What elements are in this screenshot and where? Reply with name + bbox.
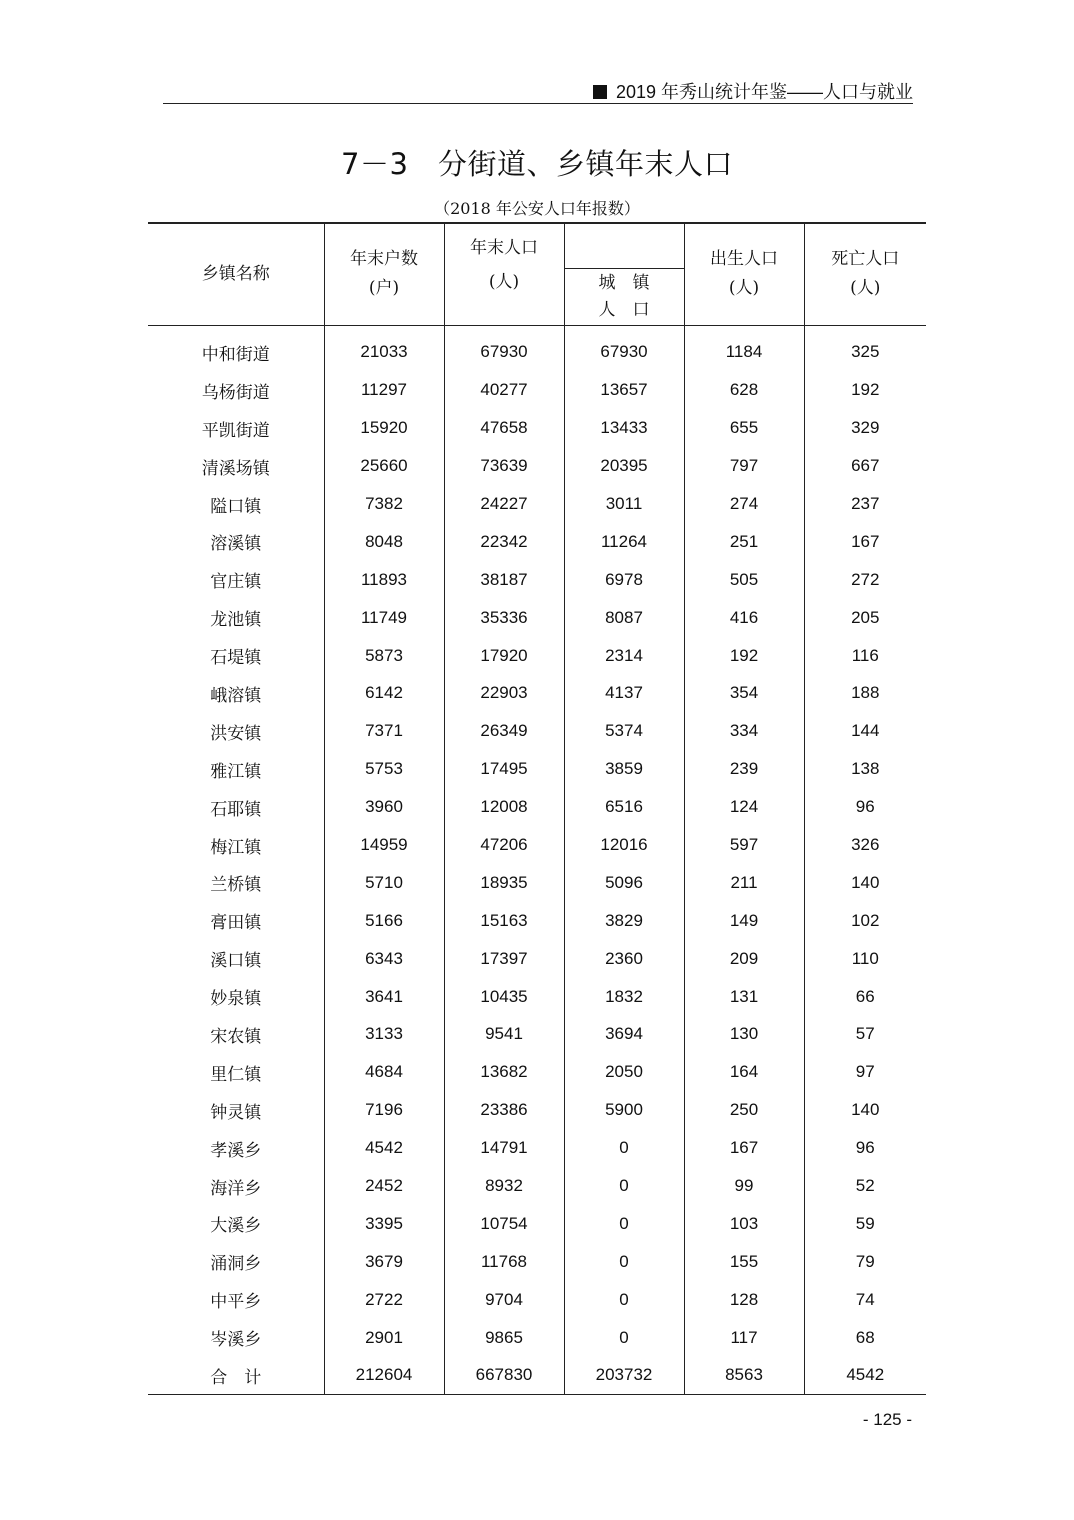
header-births-label: 出生人口	[710, 249, 778, 270]
table-header	[148, 223, 926, 325]
cell-urban: 12016	[564, 826, 684, 864]
table-row	[148, 485, 926, 523]
header-births	[684, 223, 804, 325]
table-row	[148, 1319, 926, 1357]
cell-births: 117	[684, 1319, 804, 1357]
cell-births: 416	[684, 599, 804, 637]
cell-deaths: 68	[804, 1319, 926, 1357]
cell-urban: 13433	[564, 409, 684, 447]
cell-urban: 5900	[564, 1091, 684, 1129]
cell-urban: 3011	[564, 485, 684, 523]
cell-population: 17397	[444, 940, 564, 978]
cell-households: 3679	[324, 1243, 444, 1281]
cell-households: 8048	[324, 523, 444, 561]
cell-population: 14791	[444, 1129, 564, 1167]
cell-deaths: 79	[804, 1243, 926, 1281]
cell-households: 5753	[324, 750, 444, 788]
table-row	[148, 325, 926, 371]
cell-population: 67930	[444, 325, 564, 371]
cell-births: 167	[684, 1129, 804, 1167]
cell-name: 兰桥镇	[210, 875, 262, 896]
cell-name: 孝溪乡	[210, 1140, 262, 1161]
cell-households: 2722	[324, 1281, 444, 1319]
cell-name: 隘口镇	[210, 496, 262, 517]
cell-births: 131	[684, 978, 804, 1016]
total-row	[148, 1357, 926, 1395]
cell-name: 溶溪镇	[210, 534, 262, 555]
cell-population: 667830	[444, 1357, 564, 1395]
cell-deaths: 96	[804, 788, 926, 826]
cell-urban: 11264	[564, 523, 684, 561]
header-households-unit: (户)	[368, 278, 400, 299]
header-households	[324, 223, 444, 325]
cell-deaths: 138	[804, 750, 926, 788]
cell-households: 7196	[324, 1091, 444, 1129]
cell-households: 5166	[324, 902, 444, 940]
cell-urban: 2314	[564, 637, 684, 675]
cell-urban: 2360	[564, 940, 684, 978]
header-population-label: 年末人口	[470, 238, 538, 258]
cell-deaths: 144	[804, 712, 926, 750]
cell-population: 9704	[444, 1281, 564, 1319]
cell-urban: 0	[564, 1319, 684, 1357]
cell-households: 2452	[324, 1167, 444, 1205]
cell-households: 3395	[324, 1205, 444, 1243]
cell-households: 7371	[324, 712, 444, 750]
cell-urban: 5374	[564, 712, 684, 750]
cell-households: 6343	[324, 940, 444, 978]
table-row	[148, 1016, 926, 1054]
cell-name: 膏田镇	[210, 913, 262, 934]
table-row	[148, 1243, 926, 1281]
cell-births: 155	[684, 1243, 804, 1281]
header-population	[444, 223, 564, 268]
cell-births: 597	[684, 826, 804, 864]
cell-deaths: 237	[804, 485, 926, 523]
cell-urban: 0	[564, 1281, 684, 1319]
cell-households: 7382	[324, 485, 444, 523]
cell-deaths: 66	[804, 978, 926, 1016]
cell-urban: 67930	[564, 325, 684, 371]
cell-urban: 0	[564, 1205, 684, 1243]
cell-births: 797	[684, 447, 804, 485]
cell-population: 73639	[444, 447, 564, 485]
cell-deaths: 116	[804, 637, 926, 675]
table-row	[148, 788, 926, 826]
cell-urban: 13657	[564, 371, 684, 409]
cell-households: 21033	[324, 325, 444, 371]
cell-births: 103	[684, 1205, 804, 1243]
cell-name: 钟灵镇	[210, 1102, 262, 1123]
table-row	[148, 750, 926, 788]
table-row	[148, 712, 926, 750]
cell-deaths: 167	[804, 523, 926, 561]
cell-urban: 6978	[564, 561, 684, 599]
table-row	[148, 902, 926, 940]
header-population-unit-cell	[444, 268, 564, 325]
cell-name: 溪口镇	[210, 951, 262, 972]
header-deaths-label: 死亡人口	[831, 249, 900, 270]
table-row	[148, 447, 926, 485]
cell-households: 11893	[324, 561, 444, 599]
header-births-unit: (人)	[728, 278, 760, 299]
cell-urban: 1832	[564, 978, 684, 1016]
cell-population: 22342	[444, 523, 564, 561]
table-row	[148, 637, 926, 675]
cell-name: 洪安镇	[210, 723, 262, 744]
cell-deaths: 57	[804, 1016, 926, 1054]
table-row	[148, 1053, 926, 1091]
cell-households: 25660	[324, 447, 444, 485]
table-row	[148, 523, 926, 561]
cell-births: 628	[684, 371, 804, 409]
cell-population: 8932	[444, 1167, 564, 1205]
cell-households: 3960	[324, 788, 444, 826]
cell-households: 2901	[324, 1319, 444, 1357]
table-title: 7－3 分街道、乡镇年末人口	[341, 147, 733, 181]
cell-urban: 0	[564, 1129, 684, 1167]
square-bullet-icon	[593, 85, 607, 99]
cell-population: 40277	[444, 371, 564, 409]
cell-population: 10754	[444, 1205, 564, 1243]
cell-name: 梅江镇	[210, 837, 262, 858]
table-row	[148, 1167, 926, 1205]
header-urban	[564, 268, 684, 325]
cell-name: 峨溶镇	[210, 685, 262, 706]
cell-name: 石耶镇	[210, 799, 262, 820]
cell-households: 4542	[324, 1129, 444, 1167]
header-deaths-unit: (人)	[850, 278, 881, 299]
page-number: - 125 -	[862, 1410, 912, 1429]
cell-deaths: 4542	[804, 1357, 926, 1395]
cell-births: 128	[684, 1281, 804, 1319]
cell-births: 354	[684, 675, 804, 713]
cell-deaths: 102	[804, 902, 926, 940]
cell-population: 26349	[444, 712, 564, 750]
cell-name: 官庄镇	[210, 572, 262, 593]
cell-deaths: 140	[804, 1091, 926, 1129]
cell-urban: 20395	[564, 447, 684, 485]
table-row	[148, 978, 926, 1016]
cell-population: 17920	[444, 637, 564, 675]
cell-population: 9865	[444, 1319, 564, 1357]
cell-households: 5710	[324, 864, 444, 902]
table-row	[148, 371, 926, 409]
table-row	[148, 826, 926, 864]
cell-population: 47206	[444, 826, 564, 864]
cell-births: 149	[684, 902, 804, 940]
cell-households: 14959	[324, 826, 444, 864]
cell-deaths: 97	[804, 1053, 926, 1091]
cell-urban: 0	[564, 1243, 684, 1281]
cell-births: 209	[684, 940, 804, 978]
cell-deaths: 272	[804, 561, 926, 599]
cell-births: 8563	[684, 1357, 804, 1395]
cell-deaths: 205	[804, 599, 926, 637]
cell-households: 3133	[324, 1016, 444, 1054]
cell-population: 11768	[444, 1243, 564, 1281]
cell-households: 11297	[324, 371, 444, 409]
header-urban-line1: 城 镇	[598, 272, 650, 293]
cell-households: 4684	[324, 1053, 444, 1091]
cell-households: 212604	[324, 1357, 444, 1395]
cell-population: 13682	[444, 1053, 564, 1091]
cell-name: 里仁镇	[210, 1064, 262, 1085]
cell-births: 211	[684, 864, 804, 902]
cell-urban: 5096	[564, 864, 684, 902]
header-urban-line2: 人 口	[598, 299, 650, 320]
cell-population: 24227	[444, 485, 564, 523]
cell-births: 251	[684, 523, 804, 561]
cell-births: 124	[684, 788, 804, 826]
cell-name: 大溪乡	[210, 1216, 262, 1237]
cell-households: 6142	[324, 675, 444, 713]
cell-deaths: 110	[804, 940, 926, 978]
cell-deaths: 52	[804, 1167, 926, 1205]
table-row	[148, 1281, 926, 1319]
cell-name: 龙池镇	[210, 610, 262, 631]
cell-births: 1184	[684, 325, 804, 371]
running-header-text: 2019 年秀山统计年鉴——人口与就业	[615, 82, 913, 102]
cell-name: 石堤镇	[210, 648, 262, 669]
cell-deaths: 96	[804, 1129, 926, 1167]
cell-births: 130	[684, 1016, 804, 1054]
cell-deaths: 329	[804, 409, 926, 447]
table-row	[148, 561, 926, 599]
cell-name: 海洋乡	[210, 1178, 262, 1199]
header-population-unit: (人)	[488, 272, 520, 292]
table-row	[148, 675, 926, 713]
cell-deaths: 667	[804, 447, 926, 485]
cell-urban: 0	[564, 1167, 684, 1205]
cell-name: 岑溪乡	[210, 1330, 262, 1351]
cell-population: 22903	[444, 675, 564, 713]
header-deaths	[804, 223, 926, 325]
cell-urban: 2050	[564, 1053, 684, 1091]
table-row	[148, 940, 926, 978]
cell-name: 乌杨街道	[201, 382, 270, 403]
cell-deaths: 59	[804, 1205, 926, 1243]
cell-births: 274	[684, 485, 804, 523]
cell-name: 平凯街道	[201, 420, 270, 441]
cell-urban: 3694	[564, 1016, 684, 1054]
cell-name: 妙泉镇	[210, 989, 262, 1010]
running-header	[163, 76, 913, 104]
cell-births: 99	[684, 1167, 804, 1205]
cell-households: 15920	[324, 409, 444, 447]
cell-name: 雅江镇	[210, 761, 262, 782]
cell-population: 10435	[444, 978, 564, 1016]
cell-population: 35336	[444, 599, 564, 637]
header-name: 乡镇名称	[148, 223, 324, 325]
cell-urban: 6516	[564, 788, 684, 826]
cell-urban: 3859	[564, 750, 684, 788]
cell-population: 15163	[444, 902, 564, 940]
table-body	[148, 325, 926, 1395]
table-row	[148, 1129, 926, 1167]
cell-name: 宋农镇	[210, 1026, 262, 1047]
cell-population: 17495	[444, 750, 564, 788]
cell-deaths: 192	[804, 371, 926, 409]
table-row	[148, 1091, 926, 1129]
cell-births: 250	[684, 1091, 804, 1129]
cell-households: 3641	[324, 978, 444, 1016]
cell-deaths: 74	[804, 1281, 926, 1319]
cell-deaths: 326	[804, 826, 926, 864]
table-row	[148, 864, 926, 902]
header-urban-spacer	[564, 223, 684, 268]
cell-births: 505	[684, 561, 804, 599]
cell-population: 12008	[444, 788, 564, 826]
cell-urban: 4137	[564, 675, 684, 713]
cell-population: 47658	[444, 409, 564, 447]
header-households-label: 年末户数	[350, 249, 418, 270]
cell-households: 11749	[324, 599, 444, 637]
cell-population: 38187	[444, 561, 564, 599]
cell-deaths: 140	[804, 864, 926, 902]
cell-urban: 8087	[564, 599, 684, 637]
cell-name: 中平乡	[210, 1292, 262, 1313]
table-row	[148, 409, 926, 447]
cell-urban: 203732	[564, 1357, 684, 1395]
cell-name: 清溪场镇	[201, 458, 270, 479]
cell-births: 239	[684, 750, 804, 788]
table-row	[148, 599, 926, 637]
cell-deaths: 325	[804, 325, 926, 371]
population-table	[148, 222, 926, 1395]
cell-name: 中和街道	[201, 344, 270, 365]
cell-name: 涌洞乡	[210, 1254, 262, 1275]
table-subtitle: （2018 年公安人口年报数）	[434, 199, 640, 218]
cell-deaths: 188	[804, 675, 926, 713]
cell-population: 18935	[444, 864, 564, 902]
cell-population: 9541	[444, 1016, 564, 1054]
cell-births: 655	[684, 409, 804, 447]
running-header-title	[593, 78, 913, 104]
cell-births: 334	[684, 712, 804, 750]
cell-households: 5873	[324, 637, 444, 675]
table-row	[148, 1205, 926, 1243]
cell-population: 23386	[444, 1091, 564, 1129]
cell-urban: 3829	[564, 902, 684, 940]
cell-births: 192	[684, 637, 804, 675]
total-label: 合 计	[148, 1357, 324, 1395]
cell-births: 164	[684, 1053, 804, 1091]
